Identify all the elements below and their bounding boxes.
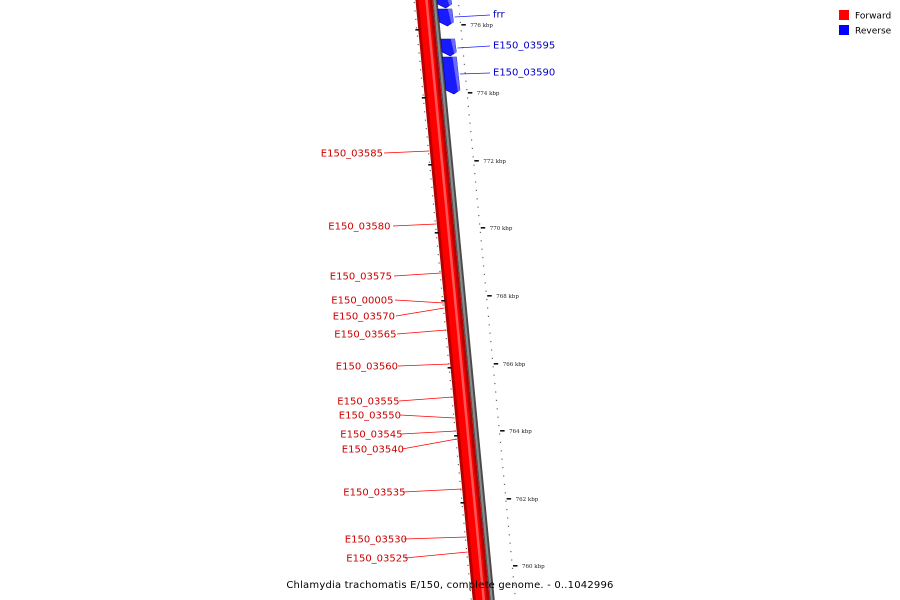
forward-gene-leader (402, 439, 457, 449)
minor-tick-left (434, 212, 435, 213)
minor-tick-right (481, 240, 482, 241)
minor-tick-left (449, 372, 450, 373)
minor-tick-left (423, 103, 424, 104)
tick-label: 772 kbp (483, 159, 506, 165)
minor-tick-right (479, 223, 480, 224)
minor-tick-left (465, 540, 466, 541)
minor-tick-left (422, 86, 423, 87)
legend-forward-swatch (839, 10, 849, 20)
forward-gene-leader (397, 330, 446, 334)
minor-tick-left (421, 78, 422, 79)
minor-tick-left (462, 506, 463, 507)
major-tick (487, 295, 492, 297)
minor-tick-right (505, 492, 506, 493)
minor-tick-right (482, 257, 483, 258)
minor-tick-right (506, 509, 507, 510)
minor-tick-left (450, 380, 451, 381)
forward-gene-label: E150_03530 (344, 534, 407, 546)
minor-tick-left (420, 69, 421, 70)
forward-gene-leader (396, 308, 444, 316)
minor-tick-right (505, 501, 506, 502)
tick-label: 768 kbp (496, 294, 519, 300)
minor-tick-right (495, 391, 496, 392)
forward-gene-label: E150_03560 (335, 361, 398, 373)
minor-tick-right (494, 383, 495, 384)
minor-tick-right (493, 375, 494, 376)
minor-tick-right (480, 232, 481, 233)
major-tick-inner (441, 300, 445, 302)
minor-tick-right (488, 316, 489, 317)
minor-tick-right (508, 526, 509, 527)
minor-tick-right (501, 459, 502, 460)
minor-tick-right (500, 442, 501, 443)
minor-tick-left (417, 36, 418, 37)
minor-tick-right (498, 425, 499, 426)
minor-tick-right (503, 475, 504, 476)
major-tick (474, 160, 479, 162)
tick-label: 770 kbp (489, 226, 513, 232)
major-tick (494, 363, 499, 365)
minor-tick-left (431, 187, 432, 188)
minor-tick-left (454, 422, 455, 423)
minor-tick-right (491, 349, 492, 350)
minor-tick-right (465, 81, 466, 82)
minor-tick-right (497, 408, 498, 409)
minor-tick-left (427, 145, 428, 146)
minor-tick-left (458, 464, 459, 465)
minor-tick-right (461, 39, 462, 40)
tick-label: 774 kbp (476, 91, 500, 97)
minor-tick-right (461, 30, 462, 31)
minor-tick-right (460, 22, 461, 23)
minor-tick-left (429, 162, 430, 163)
minor-tick-right (487, 307, 488, 308)
minor-tick-left (428, 153, 429, 154)
minor-tick-right (465, 72, 466, 73)
minor-tick-right (496, 400, 497, 401)
minor-tick-right (474, 173, 475, 174)
minor-tick-left (415, 19, 416, 20)
minor-tick-left (436, 237, 437, 238)
minor-tick-left (414, 2, 415, 3)
minor-tick-right (471, 139, 472, 140)
minor-tick-right (501, 450, 502, 451)
forward-gene-leader (399, 397, 453, 401)
minor-tick-left (441, 288, 442, 289)
minor-tick-right (475, 181, 476, 182)
tick-label: 776 kbp (470, 23, 493, 29)
minor-tick-left (430, 178, 431, 179)
forward-gene-label: E150_00005 (331, 295, 394, 307)
forward-gene-label: E150_03575 (329, 271, 392, 283)
minor-tick-right (467, 97, 468, 98)
minor-tick-left (443, 313, 444, 314)
minor-tick-left (461, 498, 462, 499)
minor-tick-right (473, 165, 474, 166)
minor-tick-right (499, 433, 500, 434)
tick-label: 760 kbp (522, 564, 545, 570)
genome-caption: Chlamydia trachomatis E/150, complete genome. - 0..1042996 (286, 580, 614, 591)
forward-gene-label: E150_03580 (328, 221, 391, 233)
minor-tick-left (430, 170, 431, 171)
minor-tick-left (432, 195, 433, 196)
minor-tick-left (419, 61, 420, 62)
minor-tick-right (469, 123, 470, 124)
forward-gene-leader (384, 151, 429, 153)
minor-tick-left (447, 346, 448, 347)
forward-gene-leader (403, 489, 462, 492)
forward-gene-leader (395, 300, 444, 303)
forward-gene-label: E150_03550 (338, 410, 401, 422)
minor-tick-right (485, 291, 486, 292)
minor-tick-right (481, 249, 482, 250)
minor-tick-left (433, 204, 434, 205)
minor-tick-right (464, 64, 465, 65)
minor-tick-left (446, 338, 447, 339)
minor-tick-left (418, 52, 419, 53)
minor-tick-left (444, 321, 445, 322)
minor-tick-left (443, 304, 444, 305)
minor-tick-left (439, 271, 440, 272)
reverse-gene-label: frr (493, 9, 505, 21)
minor-tick-left (424, 111, 425, 112)
major-tick (468, 92, 473, 94)
major-tick (461, 24, 466, 26)
minor-tick-right (509, 534, 510, 535)
forward-gene-leader (404, 537, 466, 539)
minor-tick-right (513, 576, 514, 577)
minor-tick-right (490, 341, 491, 342)
minor-tick-right (476, 190, 477, 191)
reverse-gene-label: E150_03595 (493, 40, 556, 52)
minor-tick-left (459, 481, 460, 482)
reverse-gene-leader (460, 73, 490, 74)
forward-gene-label: E150_03535 (343, 487, 406, 499)
major-tick (500, 430, 505, 432)
minor-tick-right (512, 568, 513, 569)
forward-gene-label: E150_03545 (340, 429, 403, 441)
major-tick-inner (435, 232, 439, 234)
minor-tick-right (477, 207, 478, 208)
forward-gene-leader (401, 431, 456, 434)
minor-tick-right (483, 265, 484, 266)
minor-tick-left (463, 514, 464, 515)
minor-tick-right (463, 55, 464, 56)
minor-tick-left (459, 472, 460, 473)
reverse-gene-label: E150_03590 (493, 67, 556, 79)
minor-tick-right (504, 484, 505, 485)
reverse-gene-leader (455, 15, 490, 17)
minor-tick-right (485, 282, 486, 283)
minor-tick-left (463, 523, 464, 524)
minor-tick-left (471, 598, 472, 599)
minor-tick-left (438, 254, 439, 255)
major-tick-inner (461, 502, 465, 504)
minor-tick-right (484, 274, 485, 275)
forward-gene-label: E150_03555 (337, 396, 400, 408)
legend-reverse-swatch (839, 25, 849, 35)
minor-tick-right (493, 366, 494, 367)
minor-tick-right (486, 299, 487, 300)
major-tick (481, 227, 486, 229)
forward-gene-label: E150_03540 (341, 444, 404, 456)
legend-reverse-label: Reverse (855, 26, 892, 37)
minor-tick-left (468, 573, 469, 574)
minor-tick-right (469, 114, 470, 115)
forward-gene-leader (393, 224, 436, 226)
minor-tick-left (467, 556, 468, 557)
minor-tick-right (489, 324, 490, 325)
minor-tick-right (492, 358, 493, 359)
major-tick-inner (448, 367, 452, 369)
minor-tick-right (511, 559, 512, 560)
minor-tick-left (442, 296, 443, 297)
minor-tick-left (467, 565, 468, 566)
minor-tick-left (440, 279, 441, 280)
minor-tick-right (477, 198, 478, 199)
minor-tick-left (422, 94, 423, 95)
forward-gene-leader (400, 415, 455, 418)
tick-label: 766 kbp (502, 362, 526, 368)
minor-tick-right (472, 148, 473, 149)
minor-tick-left (426, 128, 427, 129)
minor-tick-left (439, 262, 440, 263)
minor-tick-right (489, 333, 490, 334)
major-tick (513, 565, 518, 567)
minor-tick-left (457, 456, 458, 457)
major-tick (507, 498, 512, 500)
minor-tick-left (435, 220, 436, 221)
major-tick-inner (415, 29, 419, 31)
minor-tick-right (497, 417, 498, 418)
tick-label: 764 kbp (509, 429, 532, 435)
forward-gene-label: E150_03585 (320, 148, 383, 160)
minor-tick-left (453, 414, 454, 415)
minor-tick-right (502, 467, 503, 468)
minor-tick-right (514, 593, 515, 594)
minor-tick-right (468, 106, 469, 107)
minor-tick-left (464, 531, 465, 532)
minor-tick-left (425, 120, 426, 121)
minor-tick-left (414, 10, 415, 11)
minor-tick-right (458, 5, 459, 6)
tick-label: 762 kbp (515, 497, 539, 503)
major-tick-inner (422, 97, 426, 99)
forward-gene-leader (394, 273, 441, 276)
major-tick-inner (454, 435, 458, 437)
minor-tick-right (507, 517, 508, 518)
minor-tick-right (459, 13, 460, 14)
minor-tick-left (416, 27, 417, 28)
minor-tick-left (466, 548, 467, 549)
major-tick-inner (428, 164, 432, 166)
minor-tick-right (470, 131, 471, 132)
minor-tick-right (466, 89, 467, 90)
forward-gene-label: E150_03565 (334, 329, 397, 341)
minor-tick-left (452, 405, 453, 406)
legend-forward-label: Forward (855, 11, 892, 22)
minor-tick-left (451, 388, 452, 389)
minor-tick-left (426, 136, 427, 137)
minor-tick-left (447, 355, 448, 356)
forward-gene-label: E150_03570 (332, 311, 395, 323)
minor-tick-right (509, 543, 510, 544)
minor-tick-left (435, 229, 436, 230)
minor-tick-right (473, 156, 474, 157)
legend (839, 10, 892, 37)
minor-tick-right (478, 215, 479, 216)
forward-gene-leader (398, 364, 450, 366)
forward-gene-leader (405, 552, 468, 558)
minor-tick-left (456, 447, 457, 448)
minor-tick-left (418, 44, 419, 45)
minor-tick-left (437, 246, 438, 247)
reverse-gene-labels (455, 10, 556, 79)
minor-tick-right (510, 551, 511, 552)
forward-gene-label: E150_03525 (346, 553, 409, 565)
